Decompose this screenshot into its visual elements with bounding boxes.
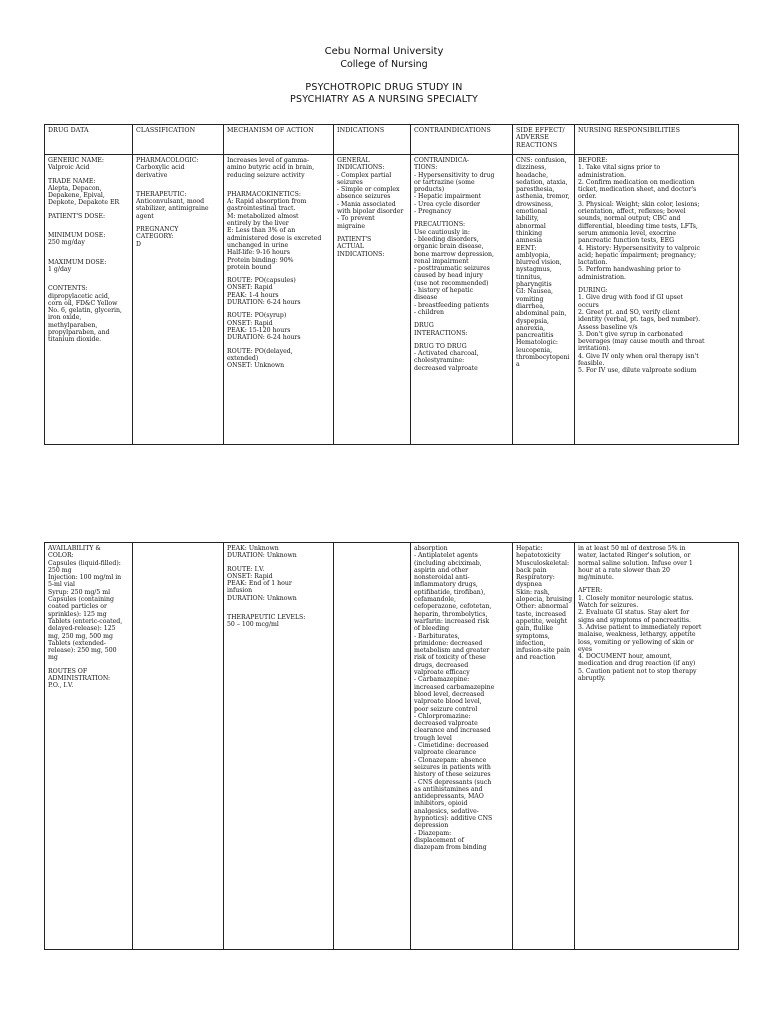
cell-line: identity (verbal, pt. tags, bed number).	[578, 316, 701, 324]
cell-line: EENT:	[516, 244, 537, 252]
cell-line: 1. Give drug with food if GI upset	[578, 294, 683, 302]
cell-line: PEAK: End of 1 hour	[227, 580, 292, 588]
cell-line: back pain	[516, 566, 547, 574]
header-contraindications: CONTRAINDICATIONS	[411, 125, 513, 155]
cell-line: Anticonvulsant, mood	[136, 198, 205, 206]
cell-line: - history of hepatic	[414, 287, 474, 295]
cell-line: ROUTES OF	[48, 667, 88, 675]
cell-line: stabilizer, antimigraine	[136, 205, 209, 213]
cell-line: M: metabolized almost	[227, 212, 299, 220]
cell-line: ONSET: Rapid	[227, 319, 273, 327]
cell-line: Use cautiously in:	[414, 228, 470, 236]
cell-line: analgesics, sedative-	[414, 807, 479, 815]
cell-line: D	[136, 240, 141, 248]
header-nursing-responsibilities: NURSING RESPONSIBILITIES	[575, 125, 739, 155]
cell-line: pharyngitis	[516, 281, 552, 289]
cell-line: AFTER:	[578, 587, 603, 595]
table-row	[45, 155, 739, 445]
university-name: Cebu Normal University	[324, 46, 444, 57]
cell-line: - Simple or complex	[337, 186, 400, 194]
cell-line: - breastfeeding patients	[414, 301, 489, 309]
cell-line: trough level	[414, 734, 452, 742]
cell-line: dipropylacetic acid,	[48, 292, 110, 300]
classification-cell	[133, 543, 224, 950]
contraindications-cell	[411, 155, 513, 445]
cell-line: pancreatic function tests, EEG	[578, 237, 675, 245]
college-name: College of Nursing	[340, 59, 428, 70]
cell-line: iron oxide,	[48, 314, 82, 322]
cell-line: differential, bleeding time tests, LFTs,	[578, 222, 698, 230]
cell-line: 5-ml vial	[48, 581, 75, 589]
cell-line: displacement of	[414, 836, 464, 844]
cell-line: order.	[578, 193, 597, 201]
cell-line: Hepatic:	[516, 545, 543, 552]
cell-line: - Chlorpromazine:	[414, 712, 471, 720]
cell-line: of bleeding	[414, 625, 450, 633]
classification-cell	[133, 155, 224, 445]
cell-line: history of these seizures	[414, 771, 491, 779]
cell-line: infection,	[516, 639, 546, 647]
cell-line: paresthesia,	[516, 186, 555, 194]
cell-line: mg	[48, 654, 58, 662]
cell-line: CNS: confusion,	[516, 157, 567, 164]
cell-line: cefoperazone, cefotetan,	[414, 603, 492, 611]
cell-line: TRADE NAME:	[48, 177, 96, 185]
cell-line: acid; hepatic impairment; pregnancy;	[578, 251, 697, 259]
indications-cell	[334, 155, 411, 445]
cell-line: titanium dioxide.	[48, 336, 102, 344]
cell-line: infusion-site pain	[516, 647, 571, 655]
cell-line: Tablets (extended-	[48, 639, 106, 647]
cell-line: 1. Take vital signs prior to	[578, 164, 661, 172]
cell-line: inflammatory drugs,	[414, 581, 478, 589]
cell-line: THERAPEUTIC LEVELS:	[227, 614, 306, 622]
cell-line: as antihistamines and	[414, 785, 483, 793]
cell-line: DRUG TO DRUG	[414, 342, 467, 350]
cell-line: DURING:	[578, 287, 608, 295]
cell-line: orientation, affect, reflexes; bowel	[578, 208, 686, 216]
cell-line: alopecia, bruising	[516, 596, 573, 604]
cell-line: (including abciximab,	[414, 559, 482, 567]
cell-line: ONSET: Unknown	[227, 362, 285, 370]
cell-line: cefamandole,	[414, 596, 456, 604]
header-side-effects: SIDE EFFECT/ ADVERSE REACTIONS	[513, 125, 575, 155]
drug-study-table-page-1	[44, 124, 739, 445]
cell-line: sprinkles): 125 mg	[48, 610, 107, 618]
cell-line: thrombocytopeni	[516, 354, 570, 362]
cell-line: eptifibatide, tirofiban),	[414, 588, 486, 596]
cell-line: - Diazepam:	[414, 829, 452, 837]
cell-line: cholestyramine:	[414, 357, 465, 365]
cell-line: reducing seizure activity	[227, 171, 305, 179]
cell-line: Depkote, Depakote ER	[48, 199, 120, 207]
cell-line: ONSET: Rapid	[227, 284, 273, 292]
cell-line: PATIENT'S	[337, 235, 372, 243]
cell-line: Respiratory:	[516, 574, 555, 582]
cell-line: - Clonazepam: absence	[414, 756, 487, 764]
cell-line: primidone: decreased	[414, 639, 483, 647]
cell-line: ACTUAL	[337, 243, 364, 251]
cell-line: - Urea cycle disorder	[414, 200, 480, 208]
cell-line: thinking	[516, 229, 543, 237]
cell-line: with bipolar disorder	[337, 208, 404, 216]
cell-line: - bleeding disorders,	[414, 235, 479, 243]
cell-line: 250 mg/day	[48, 239, 85, 247]
cell-line: leucopenia,	[516, 346, 553, 354]
cell-line: 50 – 100 mcg/ml	[227, 621, 279, 629]
cell-line: - posttraumatic seizures	[414, 265, 490, 273]
cell-line: - Antiplatelet agents	[414, 552, 478, 560]
cell-line: - Mania associated	[337, 200, 396, 208]
cell-line: decreased valproate	[414, 364, 478, 372]
cell-line: TIONS:	[414, 164, 438, 172]
cell-line: antidepressants, MAO	[414, 793, 484, 801]
cell-line: 1. Closely monitor neurologic status.	[578, 594, 694, 602]
cell-line: amnesia	[516, 237, 543, 245]
cell-line: Watch for seizures.	[578, 602, 639, 610]
header-classification: CLASSIFICATION	[133, 125, 224, 155]
cell-line: valproate clearance	[414, 749, 477, 757]
header-drug-data: DRUG DATA	[45, 125, 133, 155]
cell-line: 250 mg	[48, 566, 72, 574]
cell-line: increased carbamazepine	[414, 683, 495, 691]
cell-line: ROUTE: PO(syrup)	[227, 312, 287, 320]
cell-line: - Hypersensitivity to drug	[414, 171, 495, 179]
cell-line: abnormal	[516, 222, 546, 230]
cell-line: release): 250 mg, 500	[48, 647, 117, 655]
cell-line: Valproic Acid	[48, 164, 90, 172]
cell-line: normal saline solution. Infuse over 1	[578, 559, 693, 567]
cell-line: hour at a rate slower than 20	[578, 566, 670, 574]
cell-line: risk of toxicity of these	[414, 654, 486, 662]
cell-line: administration.	[578, 273, 626, 281]
cell-line: 1 g/day	[48, 265, 72, 273]
cell-line: 3. Don't give syrup in carbonated	[578, 330, 683, 338]
document-title-line-2: PSYCHIATRY AS A NURSING SPECIALTY	[290, 94, 478, 105]
cell-line: administered dose is excreted	[227, 234, 322, 242]
cell-line: ONSET: Rapid	[227, 572, 273, 580]
nursing-responsibilities-cell	[575, 155, 739, 445]
cell-line: AVAILABILITY &	[48, 545, 101, 552]
cell-line: valproate blood level,	[414, 698, 482, 706]
cell-line: Protein binding: 90%	[227, 256, 294, 264]
cell-line: in at least 50 ml of dextrose 5% in	[578, 545, 686, 552]
cell-line: signs and symptoms of pancreatitis.	[578, 616, 692, 624]
cell-line: 5. Caution patient not to stop therapy	[578, 667, 697, 675]
cell-line: - Cimetidine: decreased	[414, 742, 489, 750]
indications-cell	[334, 543, 411, 950]
cell-line: 3. Physical: Weight; skin color, lesions;	[578, 200, 700, 208]
cell-line: Musculoskeletal:	[516, 559, 570, 567]
cell-line: 3. Advise patient to immediately report	[578, 623, 702, 631]
cell-line: or tartrazine (some	[414, 178, 475, 186]
cell-line: 2. Evaluate GI status. Stay alert for	[578, 609, 690, 617]
cell-line: PATIENT'S DOSE:	[48, 212, 106, 220]
cell-line: - children	[414, 308, 445, 316]
cell-line: protein bound	[227, 263, 272, 271]
cell-line: renal impairment	[414, 257, 469, 265]
cell-line: hepatotoxicity	[516, 552, 561, 560]
cell-line: asthenia, tremor,	[516, 193, 570, 201]
cell-line: abdominal pain,	[516, 310, 567, 318]
cell-line: Injection: 100 mg/ml in	[48, 574, 122, 582]
cell-line: drugs, decreased	[414, 661, 469, 669]
cell-line: aspirin and other	[414, 566, 469, 574]
cell-line: - Pregnancy	[414, 208, 452, 216]
cell-line: ticket, medication sheet, and doctor's	[578, 186, 697, 194]
cell-line: P.O., I.V.	[48, 682, 74, 690]
cell-line: - Hepatic impairment	[414, 193, 482, 201]
cell-line: Capsules (containing	[48, 596, 114, 604]
side-effects-cell	[513, 543, 575, 950]
cell-line: 4. DOCUMENT hour, amount,	[578, 653, 672, 661]
cell-line: agent	[136, 212, 154, 220]
cell-line: CONTENTS:	[48, 285, 88, 293]
cell-line: lability,	[516, 215, 539, 223]
cell-line: ROUTE: PO(delayed,	[227, 347, 293, 355]
cell-line: migraine	[337, 222, 366, 230]
cell-line: - Complex partial	[337, 171, 392, 179]
cell-line: loss, vomiting or yellowing of skin or	[578, 638, 694, 646]
cell-line: - Carbamazepine:	[414, 676, 470, 684]
cell-line: nonsteroidal anti-	[414, 574, 470, 582]
cell-line: extended)	[227, 354, 259, 362]
cell-line: INDICATIONS:	[337, 164, 385, 172]
cell-line: dizziness,	[516, 164, 547, 172]
cell-line: a	[516, 361, 520, 369]
cell-line: PEAK: 1-4 hours	[227, 291, 279, 299]
cell-line: CONTRAINDICA-	[414, 157, 470, 164]
cell-line: amblyopia,	[516, 251, 551, 259]
cell-line: mg/minute.	[578, 574, 614, 582]
cell-line: blood level, decreased	[414, 690, 485, 698]
cell-line: decreased valproate	[414, 720, 478, 728]
cell-line: dyspepsia,	[516, 317, 550, 325]
cell-line: vomiting	[516, 295, 544, 303]
cell-line: water, lactated Ringer's solution, or	[578, 552, 691, 560]
cell-line: ROUTE: I.V.	[227, 565, 265, 573]
cell-line: coated particles or	[48, 603, 107, 611]
cell-line: amino butyric acid in brain,	[227, 164, 315, 172]
drug-data-cell	[45, 543, 133, 950]
cell-line: bone marrow depression,	[414, 250, 494, 258]
cell-line: entirely by the liver	[227, 220, 289, 228]
cell-line: Tablets (enteric-coated,	[48, 617, 123, 625]
document-title-line-1: PSYCHOTROPIC DRUG STUDY IN	[305, 82, 463, 93]
cell-line: BEFORE:	[578, 157, 608, 164]
cell-line: infusion	[227, 587, 253, 595]
cell-line: pancreatitis	[516, 332, 554, 340]
cell-line: ADMINISTRATION:	[48, 675, 111, 683]
cell-line: serum ammonia level, exocrine	[578, 229, 677, 237]
cell-line: dyspnea	[516, 581, 542, 589]
cell-line: Skin: rash,	[516, 588, 550, 596]
cell-line: blurred vision,	[516, 259, 562, 267]
cell-line: mg, 250 mg, 500 mg	[48, 632, 113, 640]
cell-line: appetite, weight	[516, 617, 568, 625]
cell-line: medication and drug reaction (if any)	[578, 660, 696, 668]
cell-line: E: Less than 3% of an	[227, 227, 296, 235]
cell-line: administration.	[578, 171, 626, 179]
cell-line: 2. Confirm medication on medication	[578, 178, 695, 186]
cell-line: metabolism and greater	[414, 647, 490, 655]
cell-line: organic brain disease,	[414, 243, 484, 251]
cell-line: 5. For IV use, dilute valproate sodium	[578, 367, 697, 375]
drug-data-cell	[45, 155, 133, 445]
cell-line: depression	[414, 822, 449, 830]
side-effects-cell	[513, 155, 575, 445]
cell-line: 5. Perform handwashing prior to	[578, 266, 681, 274]
cell-line: DRUG	[414, 322, 434, 330]
cell-line: No. 6, gelatin, glycerin,	[48, 307, 122, 315]
cell-line: Carboxylic acid	[136, 164, 185, 172]
cell-line: derivative	[136, 171, 168, 179]
cell-line: warfarin: increased risk	[414, 617, 490, 625]
cell-line: - To prevent	[337, 215, 375, 223]
cell-line: Alepta, Depacon,	[48, 184, 102, 192]
cell-line: unchanged in urine	[227, 241, 289, 249]
cell-line: and reaction	[516, 654, 556, 662]
cell-line: disease	[414, 294, 438, 302]
cell-line: Half-life: 9-16 hours	[227, 249, 290, 257]
drug-study-table-page-2	[44, 542, 739, 950]
header-indications: INDICATIONS	[334, 125, 411, 155]
mechanism-cell	[224, 155, 334, 445]
cell-line: headache,	[516, 171, 549, 179]
cell-line: lactation.	[578, 259, 608, 267]
cell-line: PHARMACOKINETICS:	[227, 190, 301, 198]
cell-line: irritation).	[578, 345, 611, 353]
cell-line: propylparaben, and	[48, 329, 110, 337]
cell-line: feasible.	[578, 360, 605, 368]
cell-line: seizures	[337, 178, 363, 186]
header-mechanism-of-action: MECHANISM OF ACTION	[224, 125, 334, 155]
cell-line: methylparaben,	[48, 321, 98, 329]
cell-line: DURATION: 6-24 hours	[227, 299, 301, 307]
cell-line: absence seizures	[337, 193, 391, 201]
cell-line: clearance and increased	[414, 727, 491, 735]
cell-line: - Activated charcoal,	[414, 350, 479, 358]
cell-line: 4. History: Hypersensitivity to valproic	[578, 244, 700, 252]
cell-line: INDICATIONS:	[337, 250, 385, 258]
cell-line: 4. Give IV only when oral therapy isn't	[578, 352, 699, 360]
cell-line: corn oil, FD&C Yellow	[48, 299, 118, 307]
cell-line: MAXIMUM DOSE:	[48, 258, 107, 266]
cell-line: sounds, normal output; CBC and	[578, 215, 681, 223]
cell-line: emotional	[516, 208, 548, 216]
cell-line: caused by head injury	[414, 272, 483, 280]
cell-line: symptoms,	[516, 632, 550, 640]
cell-line: INTERACTIONS:	[414, 329, 468, 337]
table-header-row	[45, 125, 739, 155]
cell-line: abruptly.	[578, 675, 606, 683]
cell-line: eyes	[578, 645, 592, 653]
cell-line: inhibitors, opioid	[414, 800, 468, 808]
cell-line: taste, increased	[516, 610, 566, 618]
cell-line: diazepam from binding	[414, 844, 487, 852]
cell-line: ROUTE: PO(capsules)	[227, 277, 296, 285]
cell-line: gain, flulike	[516, 625, 554, 633]
cell-line: Depakene, Epival,	[48, 192, 105, 200]
cell-line: heparin, thrombolytics,	[414, 610, 488, 618]
table-row	[45, 543, 739, 950]
mechanism-cell	[224, 543, 334, 950]
cell-line: diarrhea,	[516, 302, 545, 310]
cell-line: gastrointestinal tract.	[227, 205, 296, 213]
cell-line: Assess baseline v/s	[578, 323, 638, 331]
cell-line: Syrup: 250 mg/5 ml	[48, 588, 111, 596]
cell-line: PRECAUTIONS:	[414, 221, 466, 229]
cell-line: GENERAL	[337, 157, 370, 164]
cell-line: A: Rapid absorption from	[227, 198, 307, 206]
cell-line: GENERIC NAME:	[48, 157, 105, 164]
cell-line: Increases level of gamma-	[227, 157, 310, 164]
cell-line: PEAK: Unknown	[227, 545, 279, 552]
cell-line: PREGNANCY	[136, 226, 179, 234]
cell-line: 2. Greet pt. and SO, verify client	[578, 308, 680, 316]
cell-line: occurs	[578, 301, 599, 309]
cell-line: nystagmus,	[516, 266, 552, 274]
cell-line: (use not recommended)	[414, 279, 489, 287]
cell-line: COLOR:	[48, 552, 74, 560]
cell-line: tinnitus,	[516, 273, 543, 281]
contraindications-cell	[411, 543, 513, 950]
cell-line: hypnotics): additive CNS	[414, 814, 493, 822]
cell-line: PEAK: 15-120 hours	[227, 326, 291, 334]
cell-line: DURATION: 6-24 hours	[227, 334, 301, 342]
cell-line: GI: Nausea,	[516, 288, 554, 296]
cell-line: sedation, ataxia,	[516, 178, 568, 186]
cell-line: malaise, weakness, lethargy, appetite	[578, 631, 696, 639]
cell-line: seizures in patients with	[414, 763, 491, 771]
cell-line: Other: abnormal	[516, 603, 569, 611]
cell-line: drowsiness,	[516, 200, 554, 208]
cell-line: absorption	[414, 545, 448, 552]
cell-line: Capsules (liquid-filled):	[48, 559, 121, 567]
cell-line: CATEGORY:	[136, 233, 174, 241]
cell-line: poor seizure control	[414, 705, 478, 713]
cell-line: Hematologic:	[516, 339, 559, 347]
cell-line: valproate efficacy	[414, 669, 470, 677]
cell-line: PHARMACOLOGIC:	[136, 157, 199, 164]
cell-line: delayed-release): 125	[48, 625, 116, 633]
cell-line: THERAPEUTIC:	[136, 190, 187, 198]
cell-line: beverages (may cause mouth and throat	[578, 338, 705, 346]
cell-line: DURATION: Unknown	[227, 594, 297, 602]
nursing-responsibilities-cell	[575, 543, 739, 950]
cell-line: DURATION: Unknown	[227, 552, 297, 560]
cell-line: - CNS depressants (such	[414, 778, 492, 786]
cell-line: MINIMUM DOSE:	[48, 232, 106, 240]
cell-line: products)	[414, 186, 445, 194]
cell-line: anorexia,	[516, 324, 546, 332]
cell-line: - Barbiturates,	[414, 632, 460, 640]
